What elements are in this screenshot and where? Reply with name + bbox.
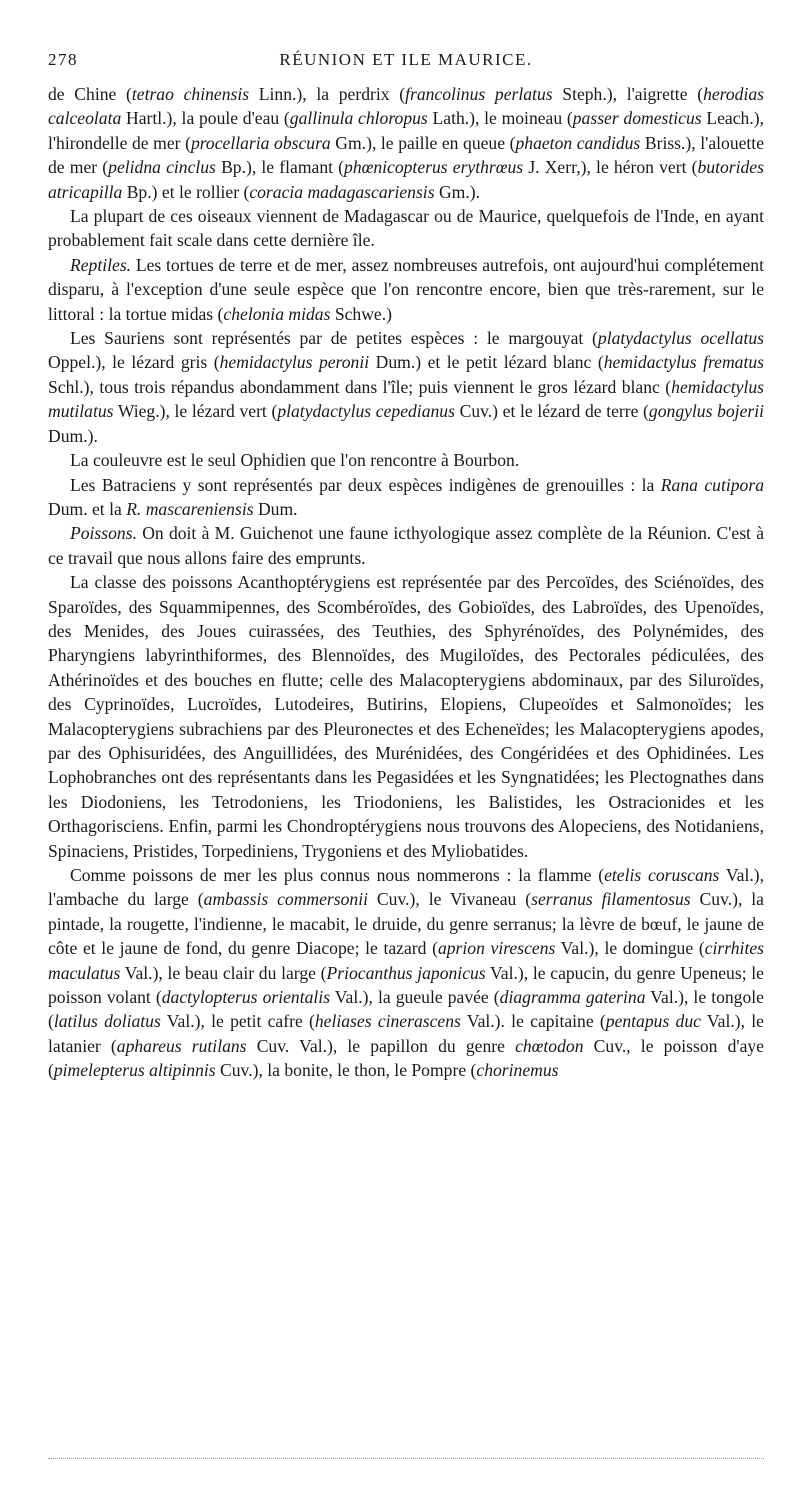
italic-text: diagramma gaterina — [499, 987, 646, 1008]
text-segment: Dum.). — [48, 425, 98, 446]
italic-text: aprion virescens — [437, 938, 556, 959]
text-segment: On doit à M. Guichenot une faune icthyologique assez complète de la Réunion. C'est à ce travail que nous allons faire des emprunts. — [48, 523, 764, 568]
page-number: 278 — [48, 50, 78, 69]
italic-text: pelidna cinclus — [108, 157, 216, 178]
paragraph — [48, 863, 764, 1083]
text-segment: Val.), la gueule pavée ( — [330, 987, 500, 1008]
text-segment: Gm.). — [434, 181, 480, 202]
italic-text: aphareus rutilans — [116, 1035, 247, 1056]
text-segment: Schwe.) — [330, 303, 392, 324]
text-segment: Cuv.), la bonite, le thon, le Pompre ( — [215, 1060, 477, 1081]
text-segment: La plupart de ces oiseaux viennent de Madagascar ou de Maurice, quelquefois de l'Inde, en ayant probablement fait scale dans cette dernière île. — [48, 206, 764, 251]
italic-text: ambassis commersonii — [203, 889, 368, 910]
italic-text: R. mascareniensis — [126, 498, 254, 519]
italic-text: heliases cinerascens — [314, 1011, 461, 1032]
paragraph — [48, 326, 764, 448]
text-segment: Briss.), l'alouette de mer ( — [48, 132, 765, 178]
italic-text: chœtodon — [515, 1035, 584, 1056]
italic-text: Priocanthus japonicus — [326, 962, 486, 983]
italic-text: phœnicopterus erythrœus — [344, 157, 524, 178]
italic-text: tetrao chinensis — [131, 84, 250, 104]
text-segment: Val.), l'ambache du large ( — [48, 865, 764, 910]
italic-text: platydactylus ocellatus — [597, 328, 764, 349]
text-segment: Lath.), le moineau ( — [427, 108, 573, 129]
text-segment: Cuv.), la pintade, la rougette, l'indienne, le macabit, le druide, du genre serranus; la lèvre de bœuf, le jaune de côte et le jaune de fond, du genre Diacope; le tazard ( — [48, 889, 764, 959]
italic-text: gallinula chloropus — [289, 108, 428, 129]
paragraph — [48, 204, 764, 253]
italic-text: Poissons. — [70, 523, 137, 544]
italic-text: procellaria obscura — [190, 132, 331, 153]
italic-text: hemidactylus frematus — [603, 352, 764, 373]
italic-text: cirrhites maculatus — [48, 938, 764, 983]
text-segment: La classe des poissons Acanthoptérygiens est représentée par des Percoïdes, des Sciénoïdes, des Sparoïdes, des Squammipennes, des Scombéroïdes, des Gobioïdes, des Labroïdes, des Upenoïdes, des Menides, des Joues cuirassées, des Teuthies, des Sphyrénoïdes, des Polynémides, des Pharyngiens labyrinthiformes, des Blennoïdes, des Mugiloïdes, des Pectorales pédiculées, des Athérinoïdes et des bouches en flutte; celle des Malacopterygiens abdominaux, par des Siluroïdes, des Cyprinoïdes, Lucroïdes, Lutodeires, Butirins, Elopiens, Clupeoïdes et Salmonoïdes; les Malacopterygiens subrachiens par des Pleuronectes et des Echeneïdes; les Malacopterygiens apodes, par des Ophisuridées, des Anguillidées, des Murénidées, des Congéridées et des Ophidinées. Les Lophobranches ont des représentants dans les Pegasidées et les Syngnatidées; les Plectognathes dans les Diodoniens, les Tetrodoniens, les Triodoniens, les Balistides, les Ostracionides et les Orthagorisciens. Enfin, parmi les Chondroptérygiens nous trouvons des Alopeciens, des Notidaniens, Spinaciens, Pristides, Torpediniens, Trygoniens et des Myliobatides. — [48, 572, 764, 861]
text-segment: Comme poissons de mer les plus connus nous nommerons : la flamme ( — [70, 865, 605, 885]
text-segment: Val.), le tongole ( — [48, 987, 764, 1032]
italic-text: chelonia midas — [223, 303, 331, 324]
text-segment: Bp.) et le rollier ( — [122, 181, 250, 202]
italic-text: chorinemus — [476, 1060, 559, 1081]
italic-text: pimelepterus altipinnis — [53, 1060, 216, 1081]
text-segment: de Chine ( — [48, 84, 132, 104]
text-segment: Cuv.), le Vivaneau ( — [368, 889, 532, 910]
italic-text: phaeton candidus — [515, 132, 641, 153]
body-text — [48, 82, 764, 1083]
text-segment: Bp.), le flamant ( — [215, 157, 345, 178]
italic-text: etelis coruscans — [604, 865, 720, 885]
italic-text: passer domesticus — [572, 108, 702, 129]
italic-text: hemidactylus mutilatus — [48, 376, 764, 422]
italic-text: dactylopterus orientalis — [161, 987, 331, 1008]
italic-text: butorides atricapilla — [48, 157, 764, 202]
text-segment: Val.), le capucin, du genre Upeneus; le poisson volant ( — [48, 962, 764, 1008]
text-segment: La couleuvre est le seul Ophidien que l'on rencontre à Bourbon. — [70, 450, 520, 471]
bottom-rule — [48, 1458, 764, 1459]
paragraph — [48, 570, 764, 863]
text-segment: Val.). le capitaine ( — [460, 1011, 606, 1032]
text-segment: Dum. et la — [48, 498, 127, 519]
text-segment: Gm.), le paille en queue ( — [330, 132, 516, 153]
italic-text: hemidactylus peronii — [219, 352, 370, 373]
paragraph — [48, 473, 764, 522]
text-segment: Dum. — [253, 498, 298, 519]
text-segment: Val.), le beau clair du large ( — [120, 962, 327, 983]
text-segment: Schl.), tous trois répandus abondamment dans l'île; puis viennent le gros lézard blanc ( — [48, 376, 672, 397]
italic-text: Rana cutipora — [660, 474, 764, 495]
italic-text: serranus filamentosus — [531, 889, 691, 910]
italic-text: gongylus bojerii — [648, 401, 765, 422]
italic-text: herodias calceolata — [48, 84, 764, 129]
text-segment: J. Xerr,), le héron vert ( — [523, 157, 698, 178]
text-segment: Steph.), l'aigrette ( — [552, 84, 704, 104]
paragraph — [48, 253, 764, 326]
paragraph — [48, 82, 764, 204]
running-title: RÉUNION ET ILE MAURICE. — [279, 50, 533, 69]
text-segment: Les Sauriens sont représentés par de petites espèces : le margouyat ( — [70, 328, 598, 349]
text-segment: Val.), le petit cafre ( — [160, 1011, 315, 1032]
running-header — [48, 50, 764, 78]
text-segment: Leach.), l'hirondelle de mer ( — [48, 108, 764, 153]
text-segment: Dum.) et le petit lézard blanc ( — [369, 352, 604, 373]
text-segment: Linn.), la perdrix ( — [249, 84, 406, 104]
paragraph — [48, 448, 764, 472]
italic-text: platydactylus cepedianus — [277, 401, 455, 422]
text-segment: Oppel.), le lézard gris ( — [48, 352, 220, 373]
text-segment: Wieg.), le lézard vert ( — [113, 401, 278, 422]
text-segment: Les Batraciens y sont représentés par deux espèces indigènes de grenouilles : la — [70, 474, 661, 495]
paragraph — [48, 521, 764, 570]
text-segment: Cuv. Val.), le papillon du genre — [246, 1035, 516, 1056]
italic-text: coracia madagascariensis — [249, 181, 435, 202]
italic-text: Reptiles. — [70, 254, 132, 275]
italic-text: latilus doliatus — [53, 1011, 161, 1032]
italic-text: pentapus duc — [605, 1011, 701, 1032]
text-segment: Les tortues de terre et de mer, assez nombreuses autrefois, ont aujourd'hui complétement disparu, à l'exception d'une seule espèce que l'on rencontre encore, bien que très-rarement, sur le littoral : la tortue midas ( — [48, 254, 764, 324]
italic-text: francolinus perlatus — [405, 84, 553, 104]
text-segment: Val.), le latanier ( — [48, 1011, 764, 1056]
text-segment: Cuv.) et le lézard de terre ( — [454, 401, 649, 422]
text-segment: Hartl.), la poule d'eau ( — [121, 108, 290, 129]
text-segment: Val.), le domingue ( — [555, 938, 705, 959]
text-segment: Cuv., le poisson d'aye ( — [48, 1035, 764, 1081]
